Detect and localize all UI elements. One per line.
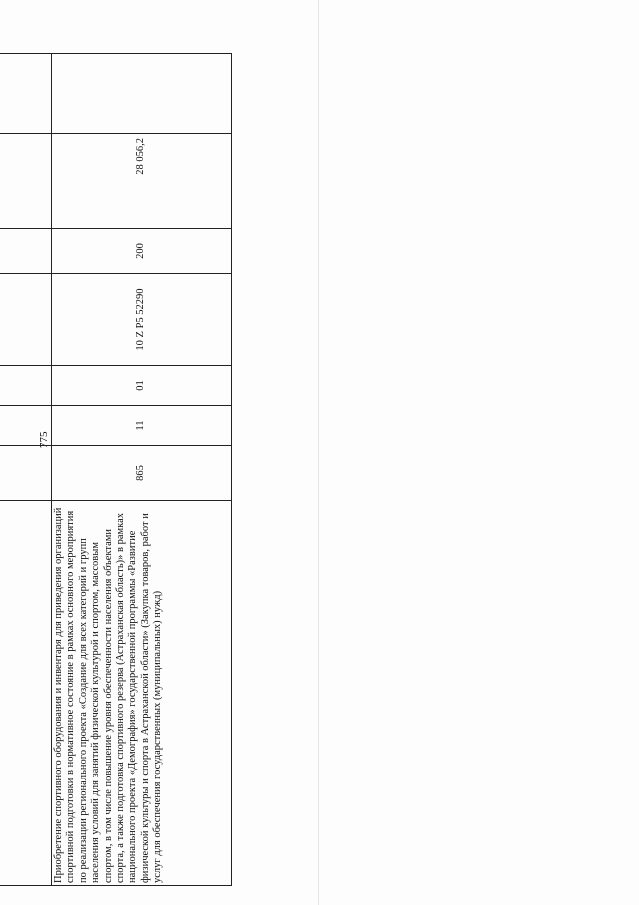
page-number: 775 (38, 431, 50, 448)
row-name (0, 501, 52, 886)
row-rz: 11 (52, 406, 232, 446)
table-row (0, 54, 52, 886)
row-grbs: 865 (52, 446, 232, 501)
row-grbs (0, 446, 52, 501)
row-csr: 10 Z P5 52290 (52, 274, 232, 366)
row-vr (0, 229, 52, 274)
scan-fold-line (318, 0, 319, 905)
rotated-table-container (0, 54, 231, 886)
row-csr (0, 274, 52, 366)
row-pr: 01 (52, 366, 232, 406)
row-2020 (0, 134, 52, 229)
row-2020: 28 056,2 (52, 134, 232, 229)
row-2021 (0, 54, 52, 134)
row-name: Приобретение спортивного оборудования и инвентаря для приведения организаций спортивной подготовки в нормативное состояние в рамках основного мероприятия по реализации регионального проекта «Создание для всех категорий и групп населения условий для занятий физической культурой и спортом, массовым спортом, в том числе повышение уровня обеспеченности населения объектами спорта, а также подготовка спортивного резерва (Астраханская область)» в рамках национального проекта «Демография» государственной программы «Развитие физической культуры и спорта в Астраханской области» (Закупка товаров, работ и услуг для обеспечения государственных (муниципальных) нужд) (52, 501, 232, 886)
row-pr (0, 366, 52, 406)
table-row (52, 54, 232, 886)
row-vr: 200 (52, 229, 232, 274)
row-rz (0, 406, 52, 446)
row-2021 (52, 54, 232, 134)
budget-table (0, 53, 232, 886)
